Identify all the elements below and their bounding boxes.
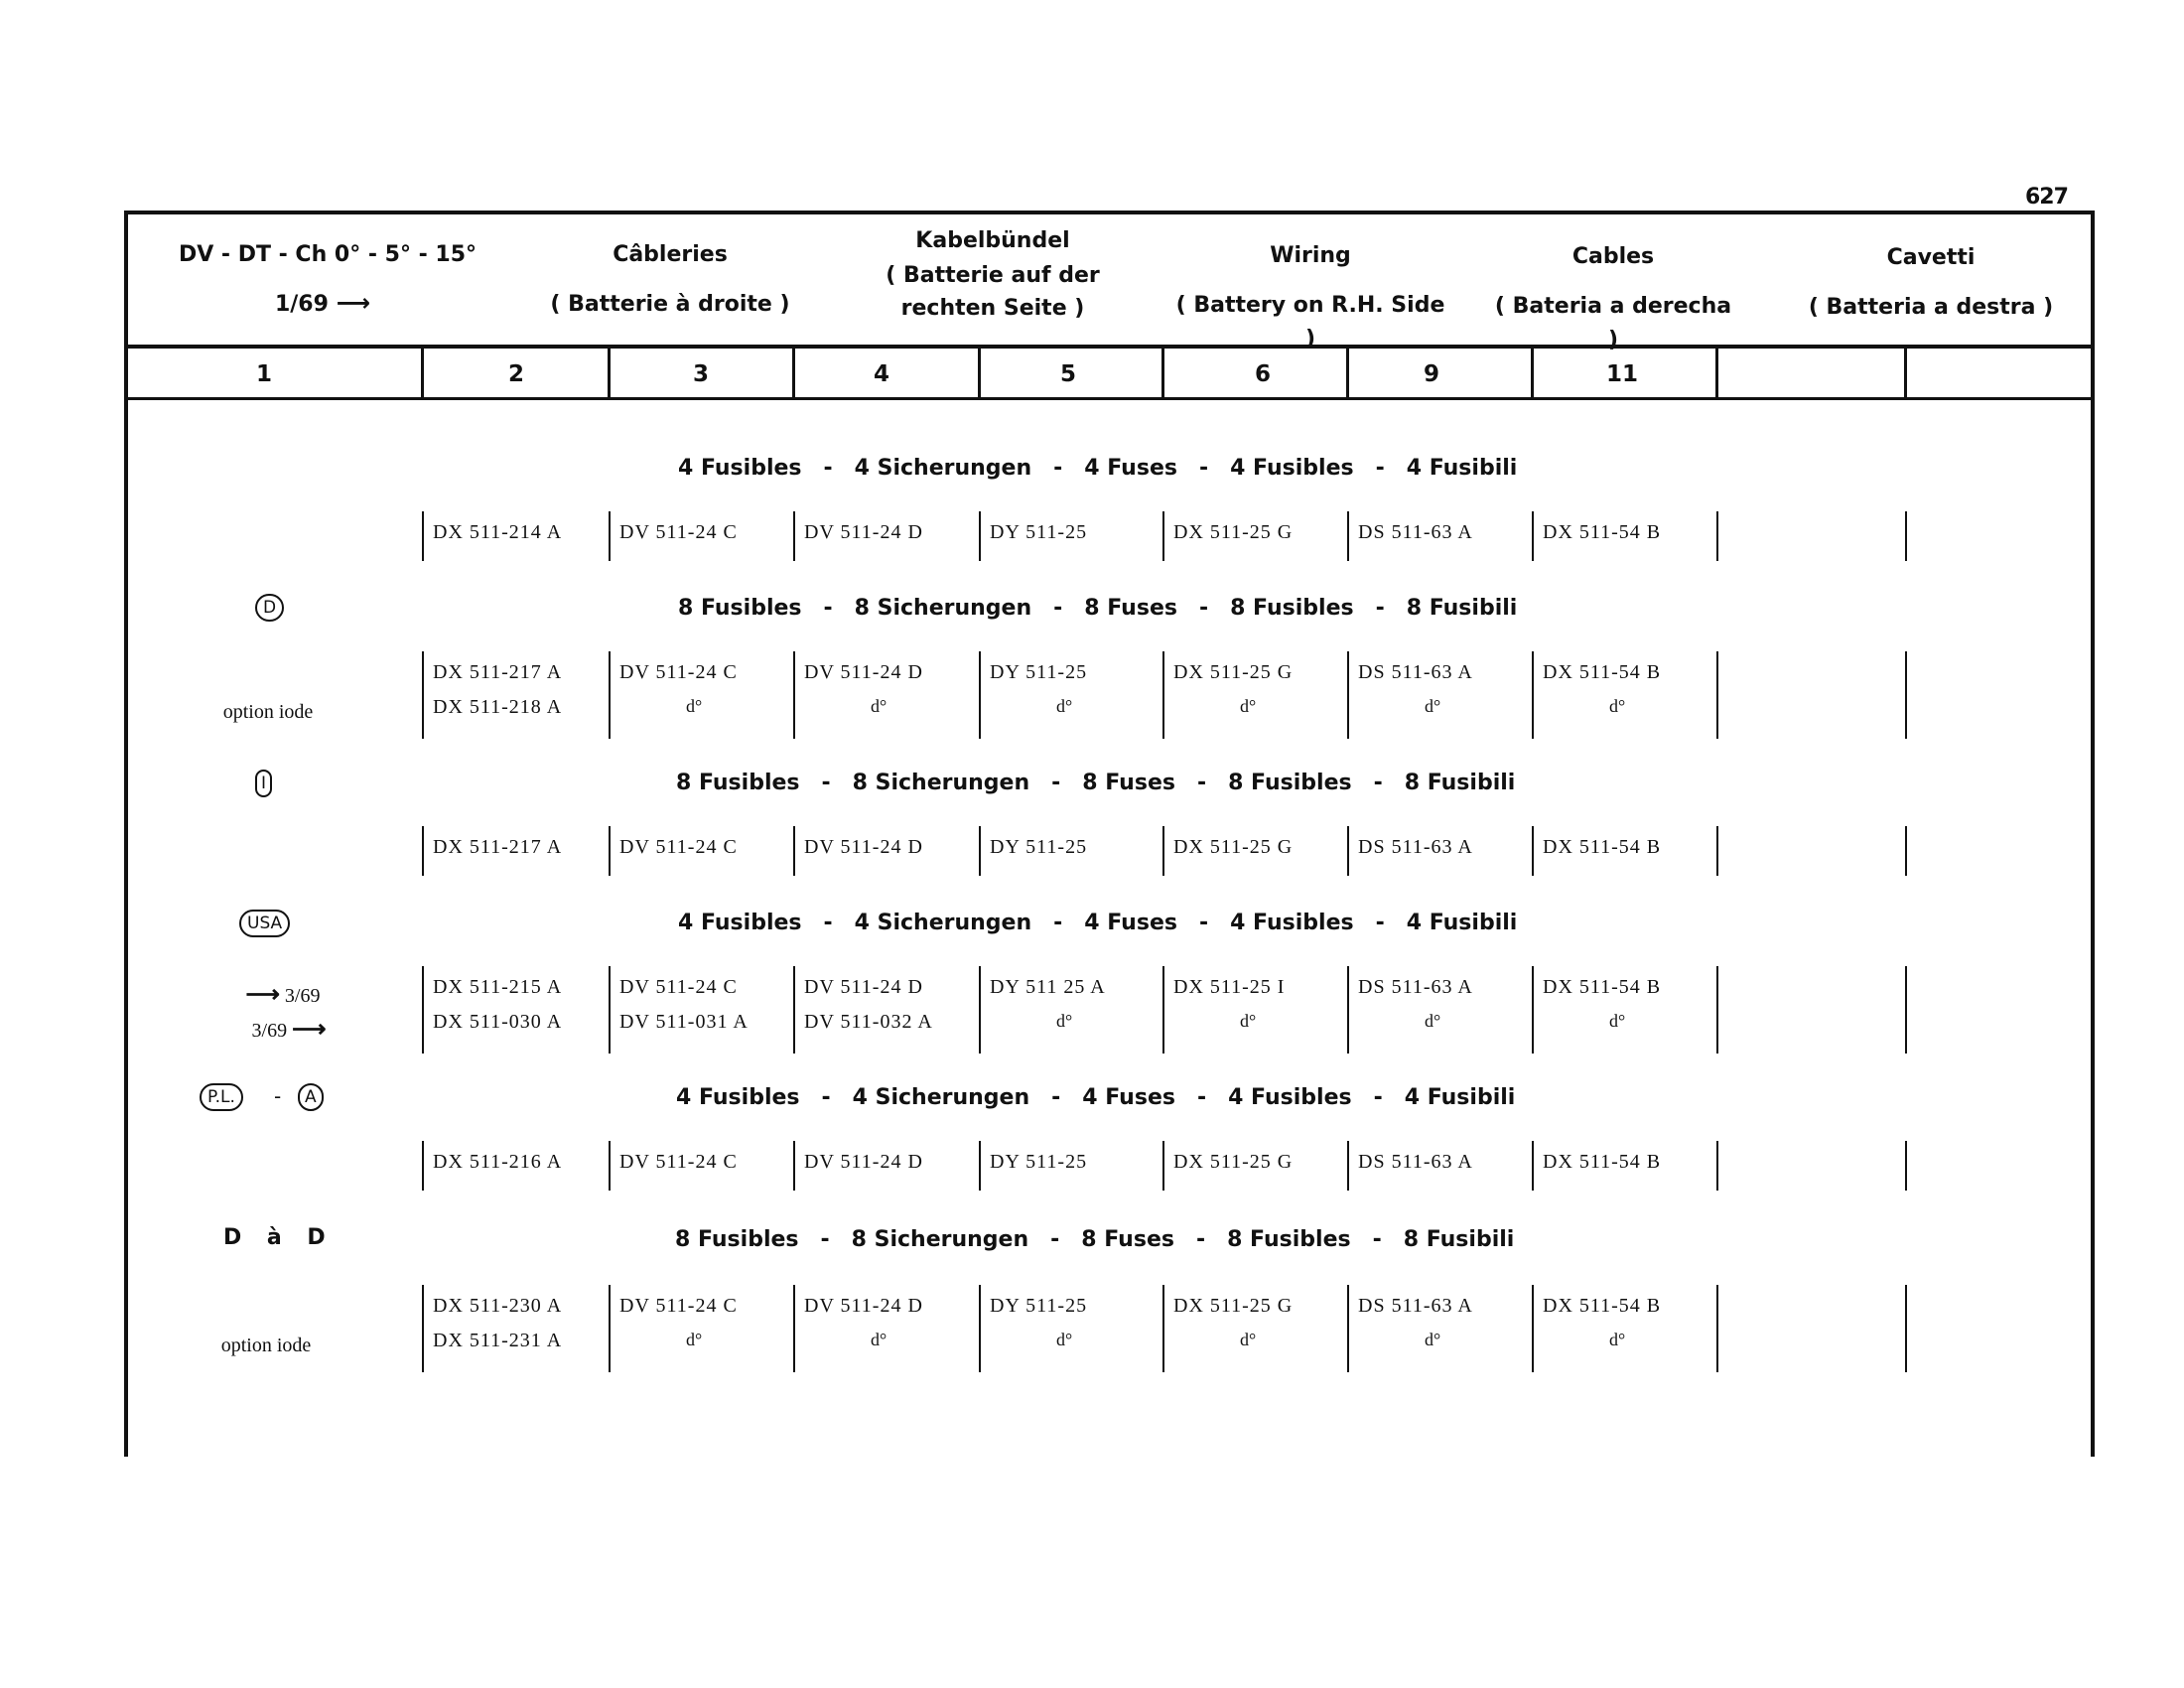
column-bar bbox=[793, 511, 795, 561]
section-banner: 4 Fusibles - 4 Sicherungen - 4 Fuses - 4 Fusibles - 4 Fusibili bbox=[676, 1085, 1516, 1110]
section-banner: 4 Fusibles - 4 Sicherungen - 4 Fuses - 4 Fusibles - 4 Fusibili bbox=[678, 911, 1518, 935]
column-bar bbox=[422, 966, 424, 1054]
part-reference: DV 511-24 D bbox=[804, 661, 923, 683]
column-bar bbox=[422, 1285, 424, 1372]
column-bar bbox=[1532, 826, 1534, 876]
label-separator: - bbox=[274, 1084, 282, 1108]
header-bottom-rule bbox=[124, 345, 2095, 349]
frame-right-border bbox=[2091, 211, 2095, 1457]
ditto-mark: d° bbox=[1425, 1011, 1441, 1031]
column-bar bbox=[1532, 1285, 1534, 1372]
part-reference: DX 511-231 A bbox=[433, 1330, 563, 1351]
column-number-rule bbox=[124, 397, 2095, 400]
part-reference: DX 511-54 B bbox=[1543, 1151, 1662, 1173]
part-reference: DX 511-54 B bbox=[1543, 836, 1662, 858]
part-reference: DV 511-24 C bbox=[619, 1295, 738, 1317]
column-bar bbox=[1532, 966, 1534, 1054]
part-reference: DY 511-25 bbox=[990, 521, 1088, 543]
part-reference: DX 511-216 A bbox=[433, 1151, 563, 1173]
ditto-mark: d° bbox=[1240, 696, 1257, 716]
column-number: 11 bbox=[1605, 361, 1638, 387]
date-from-text: 3/69 bbox=[251, 1020, 288, 1042]
column-bar bbox=[609, 511, 611, 561]
part-reference: DS 511-63 A bbox=[1358, 1151, 1473, 1173]
lang-en-subtitle: ( Battery on R.H. Side ) bbox=[1175, 293, 1445, 352]
part-reference: DY 511-25 bbox=[990, 1151, 1088, 1173]
part-reference: DV 511-24 C bbox=[619, 661, 738, 683]
part-reference: DV 511-24 D bbox=[804, 521, 923, 543]
part-reference: DX 511-25 G bbox=[1173, 661, 1294, 683]
part-reference: DY 511-25 bbox=[990, 1295, 1088, 1317]
date-upto-text: 3/69 bbox=[284, 985, 321, 1007]
model-label: DV - DT - Ch 0° - 5° - 15° bbox=[178, 242, 478, 267]
column-number: 1 bbox=[255, 361, 272, 387]
part-reference: DX 511-214 A bbox=[433, 521, 563, 543]
column-bar bbox=[1162, 826, 1164, 876]
column-bar bbox=[1905, 511, 1907, 561]
model-date-text: 1/69 bbox=[274, 292, 329, 317]
country-label-d-a-d: D à D bbox=[223, 1225, 326, 1250]
lang-en-title: Wiring bbox=[1270, 243, 1351, 268]
part-reference: DX 511-54 B bbox=[1543, 661, 1662, 683]
column-bar bbox=[793, 826, 795, 876]
column-bar bbox=[979, 1285, 981, 1372]
column-number: 5 bbox=[1059, 361, 1076, 387]
country-badge-pl: P.L. bbox=[200, 1083, 243, 1111]
column-bar bbox=[1905, 1285, 1907, 1372]
column-bar bbox=[1532, 511, 1534, 561]
part-reference: DS 511-63 A bbox=[1358, 521, 1473, 543]
column-bar bbox=[1716, 966, 1718, 1054]
column-bar bbox=[422, 651, 424, 739]
part-reference: DX 511-217 A bbox=[433, 836, 563, 858]
column-bar bbox=[1162, 1141, 1164, 1191]
frame-left-border bbox=[124, 211, 128, 1457]
lang-fr-subtitle: ( Batterie à droite ) bbox=[550, 292, 790, 317]
column-bar bbox=[1347, 1285, 1349, 1372]
arrow-right-icon: ⟶ bbox=[245, 982, 280, 1008]
part-reference: DV 511-24 C bbox=[619, 1151, 738, 1173]
part-reference: DX 511-54 B bbox=[1543, 976, 1662, 998]
ditto-mark: d° bbox=[871, 1330, 887, 1349]
part-reference: DX 511-230 A bbox=[433, 1295, 563, 1317]
column-number: 3 bbox=[692, 361, 709, 387]
ditto-mark: d° bbox=[1425, 1330, 1441, 1349]
ditto-mark: d° bbox=[1056, 1330, 1073, 1349]
column-bar bbox=[1716, 651, 1718, 739]
column-bar bbox=[1347, 826, 1349, 876]
part-reference: DX 511-25 G bbox=[1173, 521, 1294, 543]
column-bar bbox=[793, 651, 795, 739]
ditto-mark: d° bbox=[871, 696, 887, 716]
option-note: option iode bbox=[220, 1335, 312, 1356]
part-reference: DS 511-63 A bbox=[1358, 836, 1473, 858]
column-bar bbox=[1716, 1141, 1718, 1191]
part-reference: DS 511-63 A bbox=[1358, 976, 1473, 998]
column-bar bbox=[609, 651, 611, 739]
part-reference: DS 511-63 A bbox=[1358, 661, 1473, 683]
part-reference: DV 511-24 C bbox=[619, 836, 738, 858]
ditto-mark: d° bbox=[1425, 696, 1441, 716]
part-reference: DX 511-25 G bbox=[1173, 836, 1294, 858]
part-reference: DX 511-25 G bbox=[1173, 1151, 1294, 1173]
column-bar bbox=[422, 826, 424, 876]
part-reference: DX 511-25 I bbox=[1173, 976, 1286, 998]
column-bar bbox=[1716, 1285, 1718, 1372]
column-bar bbox=[1716, 511, 1718, 561]
part-reference: DY 511-25 bbox=[990, 836, 1088, 858]
column-number: 6 bbox=[1254, 361, 1271, 387]
date-upto bbox=[228, 980, 338, 1009]
country-badge-usa: USA bbox=[239, 910, 290, 937]
column-bar bbox=[1162, 1285, 1164, 1372]
column-bar bbox=[979, 651, 981, 739]
column-bar bbox=[1532, 1141, 1534, 1191]
arrow-right-icon: ⟶ bbox=[336, 289, 371, 317]
part-reference: DV 511-24 C bbox=[619, 521, 738, 543]
section-banner: 8 Fusibles - 8 Sicherungen - 8 Fuses - 8 Fusibles - 8 Fusibili bbox=[676, 771, 1516, 795]
column-bar bbox=[1716, 826, 1718, 876]
lang-es-subtitle: ( Bateria a derecha ) bbox=[1494, 294, 1732, 352]
column-bar bbox=[1905, 966, 1907, 1054]
lang-de-title: Kabelbündel bbox=[915, 228, 1070, 253]
column-bar bbox=[1162, 511, 1164, 561]
column-bar bbox=[609, 1141, 611, 1191]
country-badge-i: I bbox=[255, 770, 272, 797]
ditto-mark: d° bbox=[1056, 1011, 1073, 1031]
lang-fr-title: Câbleries bbox=[613, 242, 728, 267]
part-reference: DV 511-032 A bbox=[804, 1011, 933, 1033]
column-bar bbox=[422, 511, 424, 561]
column-bar bbox=[1162, 966, 1164, 1054]
column-number: 9 bbox=[1423, 361, 1439, 387]
column-bar bbox=[979, 511, 981, 561]
column-number: 4 bbox=[873, 361, 889, 387]
ditto-mark: d° bbox=[1240, 1011, 1257, 1031]
column-bar bbox=[979, 826, 981, 876]
section-banner: 4 Fusibles - 4 Sicherungen - 4 Fuses - 4 Fusibles - 4 Fusibili bbox=[678, 456, 1518, 481]
country-badge-d: D bbox=[255, 594, 284, 622]
ditto-mark: d° bbox=[1609, 696, 1626, 716]
column-bar bbox=[1905, 1141, 1907, 1191]
part-reference: DV 511-24 D bbox=[804, 976, 923, 998]
column-bar bbox=[979, 966, 981, 1054]
lang-it-title: Cavetti bbox=[1886, 245, 1976, 270]
section-banner: 8 Fusibles - 8 Sicherungen - 8 Fuses - 8 Fusibles - 8 Fusibili bbox=[675, 1227, 1515, 1252]
column-bar bbox=[1347, 511, 1349, 561]
ditto-mark: d° bbox=[1056, 696, 1073, 716]
part-reference: DX 511-54 B bbox=[1543, 1295, 1662, 1317]
section-banner: 8 Fusibles - 8 Sicherungen - 8 Fuses - 8 Fusibles - 8 Fusibili bbox=[678, 596, 1518, 621]
column-bar bbox=[422, 1141, 424, 1191]
column-bar bbox=[1347, 1141, 1349, 1191]
part-reference: DY 511 25 A bbox=[990, 976, 1106, 998]
arrow-right-icon: ⟶ bbox=[292, 1017, 327, 1043]
column-bar bbox=[1905, 826, 1907, 876]
date-from bbox=[234, 1015, 343, 1044]
part-reference: DS 511-63 A bbox=[1358, 1295, 1473, 1317]
part-reference: DX 511-215 A bbox=[433, 976, 563, 998]
part-reference: DY 511-25 bbox=[990, 661, 1088, 683]
part-reference: DX 511-030 A bbox=[433, 1011, 563, 1033]
ditto-mark: d° bbox=[1609, 1011, 1626, 1031]
part-reference: DX 511-217 A bbox=[433, 661, 563, 683]
lang-it-subtitle: ( Batteria a destra ) bbox=[1808, 295, 2054, 320]
column-bar bbox=[1162, 651, 1164, 739]
part-reference: DV 511-031 A bbox=[619, 1011, 749, 1033]
part-reference: DX 511-54 B bbox=[1543, 521, 1662, 543]
column-number: 2 bbox=[507, 361, 524, 387]
part-reference: DV 511-24 D bbox=[804, 1151, 923, 1173]
lang-de-subtitle: ( Batterie auf der bbox=[886, 263, 1100, 288]
ditto-mark: d° bbox=[686, 696, 703, 716]
column-bar bbox=[793, 966, 795, 1054]
column-bar bbox=[1347, 651, 1349, 739]
column-bar bbox=[793, 1141, 795, 1191]
column-bar bbox=[609, 826, 611, 876]
column-bar bbox=[793, 1285, 795, 1372]
ditto-mark: d° bbox=[686, 1330, 703, 1349]
column-bar bbox=[1347, 966, 1349, 1054]
part-reference: DX 511-218 A bbox=[433, 696, 563, 718]
lang-es-title: Cables bbox=[1571, 244, 1655, 269]
lang-de-subtitle2: rechten Seite ) bbox=[900, 296, 1085, 321]
column-bar bbox=[979, 1141, 981, 1191]
column-bar bbox=[609, 1285, 611, 1372]
part-reference: DV 511-24 D bbox=[804, 836, 923, 858]
ditto-mark: d° bbox=[1609, 1330, 1626, 1349]
column-bar bbox=[1532, 651, 1534, 739]
part-reference: DX 511-25 G bbox=[1173, 1295, 1294, 1317]
part-reference: DV 511-24 D bbox=[804, 1295, 923, 1317]
page-number: 627 bbox=[2025, 185, 2068, 210]
frame-top-rule bbox=[124, 211, 2095, 214]
ditto-mark: d° bbox=[1240, 1330, 1257, 1349]
model-date bbox=[258, 286, 387, 322]
country-badge-a: A bbox=[298, 1083, 324, 1111]
column-bar bbox=[1905, 651, 1907, 739]
column-bar bbox=[609, 966, 611, 1054]
option-note: option iode bbox=[222, 701, 314, 723]
part-reference: DV 511-24 C bbox=[619, 976, 738, 998]
